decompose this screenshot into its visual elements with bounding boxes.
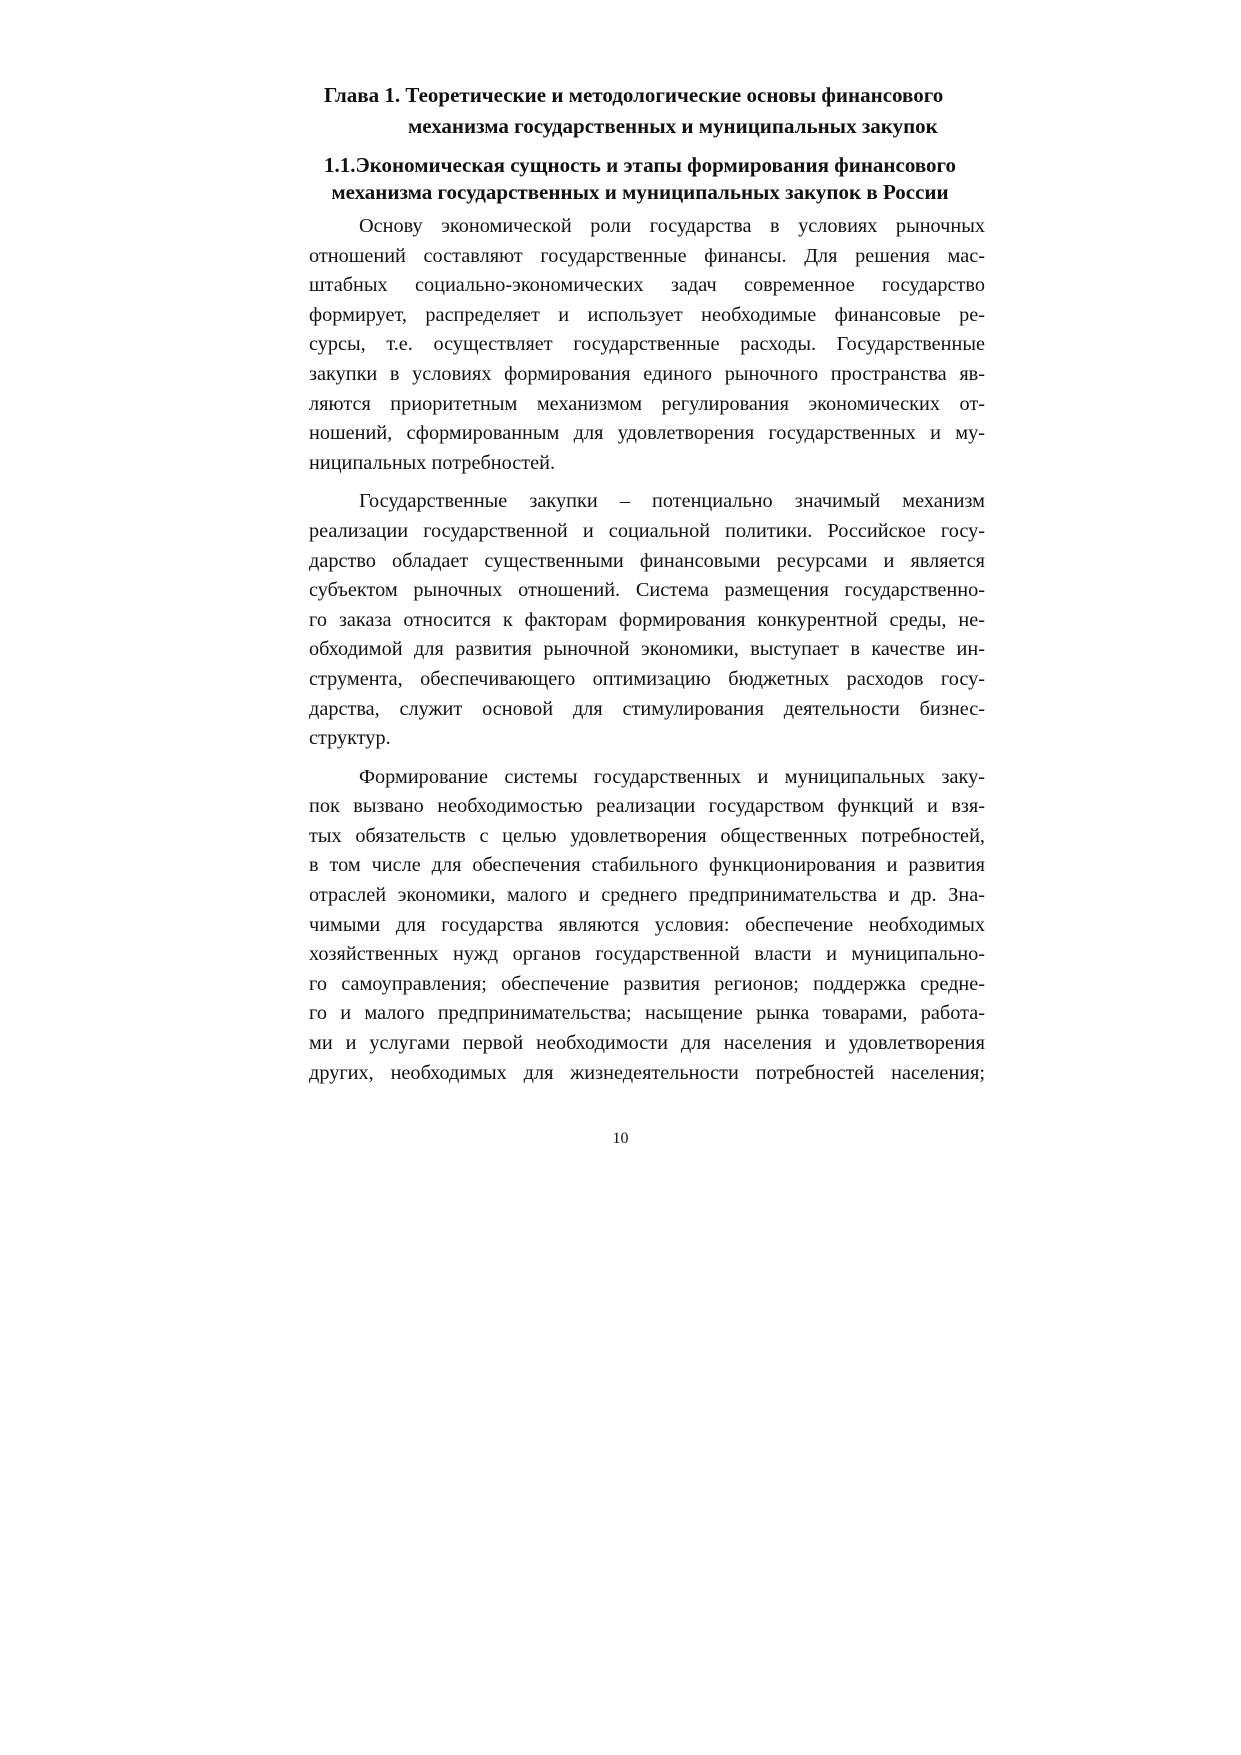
chapter-title-line-2: механизма государственных и муниципальных закупок	[408, 114, 938, 138]
text-line: дарство обладает существенными финансовыми ресурсами и является	[309, 549, 985, 572]
text-line: чимыми для государства являются условия: обеспечение необходимых	[309, 913, 985, 936]
text-line: закупки в условиях формирования единого рыночного пространства яв-	[309, 362, 985, 385]
page-number: 10	[612, 1130, 629, 1147]
text-line: сурсы, т.е. осуществляет государственные расходы. Государственные	[309, 333, 985, 356]
section-title-line-2: механизма государственных и муниципальных закупок в России	[331, 180, 949, 204]
text-line: струмента, обеспечивающего оптимизацию бюджетных расходов госу-	[309, 667, 985, 690]
text-line: в том числе для обеспечения стабильного функционирования и развития	[309, 854, 985, 877]
text-line: ношений, сформированным для удовлетворения государственных и му-	[309, 422, 985, 445]
text-line: ляются приоритетным механизмом регулирования экономических от-	[309, 392, 985, 415]
text-line: штабных социально-экономических задач современное государство	[309, 274, 985, 297]
text-line: обходимой для развития рыночной экономики, выступает в качестве ин-	[309, 638, 985, 661]
text-line: ниципальных потребностей.	[309, 451, 556, 474]
text-line: структур.	[309, 727, 391, 750]
text-line: формирует, распределяет и использует необходимые финансовые ре-	[309, 303, 985, 326]
text-line: го и малого предпринимательства; насыщение рынка товарами, работа-	[309, 1002, 985, 1025]
text-line: субъектом рыночных отношений. Система размещения государственно-	[309, 579, 985, 602]
body-text	[309, 212, 985, 1097]
text-line: Государственные закупки – потенциально значимый механизм	[359, 490, 985, 513]
text-line: дарства, служит основой для стимулирования деятельности бизнес-	[309, 697, 985, 720]
text-line: других, необходимых для жизнедеятельности потребностей населения;	[309, 1061, 985, 1084]
text-line: го самоуправления; обеспечение развития регионов; поддержка средне-	[309, 972, 985, 995]
section-title-line-1: 1.1.Экономическая сущность и этапы формирования финансового	[323, 153, 957, 177]
text-line: Основу экономической роли государства в условиях рыночных	[359, 215, 985, 237]
chapter-title-line-1: Глава 1. Теоретические и методологические основы финансового	[324, 83, 944, 107]
chapter-title	[300, 80, 980, 142]
text-line: ми и услугами первой необходимости для населения и удовлетворения	[309, 1032, 985, 1055]
section-title	[300, 152, 980, 206]
text-line: хозяйственных нужд органов государственной власти и муниципально-	[309, 943, 985, 966]
text-line: тых обязательств с целью удовлетворения общественных потребностей,	[309, 824, 985, 847]
text-line: отраслей экономики, малого и среднего предпринимательства и др. Зна-	[309, 884, 985, 907]
text-line: пок вызвано необходимостью реализации государством функций и взя-	[309, 795, 985, 818]
text-line: го заказа относится к факторам формирования конкурентной среды, не-	[309, 608, 985, 631]
paragraph-3	[309, 763, 985, 1089]
paragraph-1	[309, 212, 985, 478]
paragraph-2	[309, 487, 985, 753]
text-line: отношений составляют государственные финансы. Для решения мас-	[309, 244, 985, 267]
text-line: реализации государственной и социальной политики. Российское госу-	[309, 519, 985, 542]
text-line: Формирование системы государственных и муниципальных заку-	[359, 765, 985, 788]
